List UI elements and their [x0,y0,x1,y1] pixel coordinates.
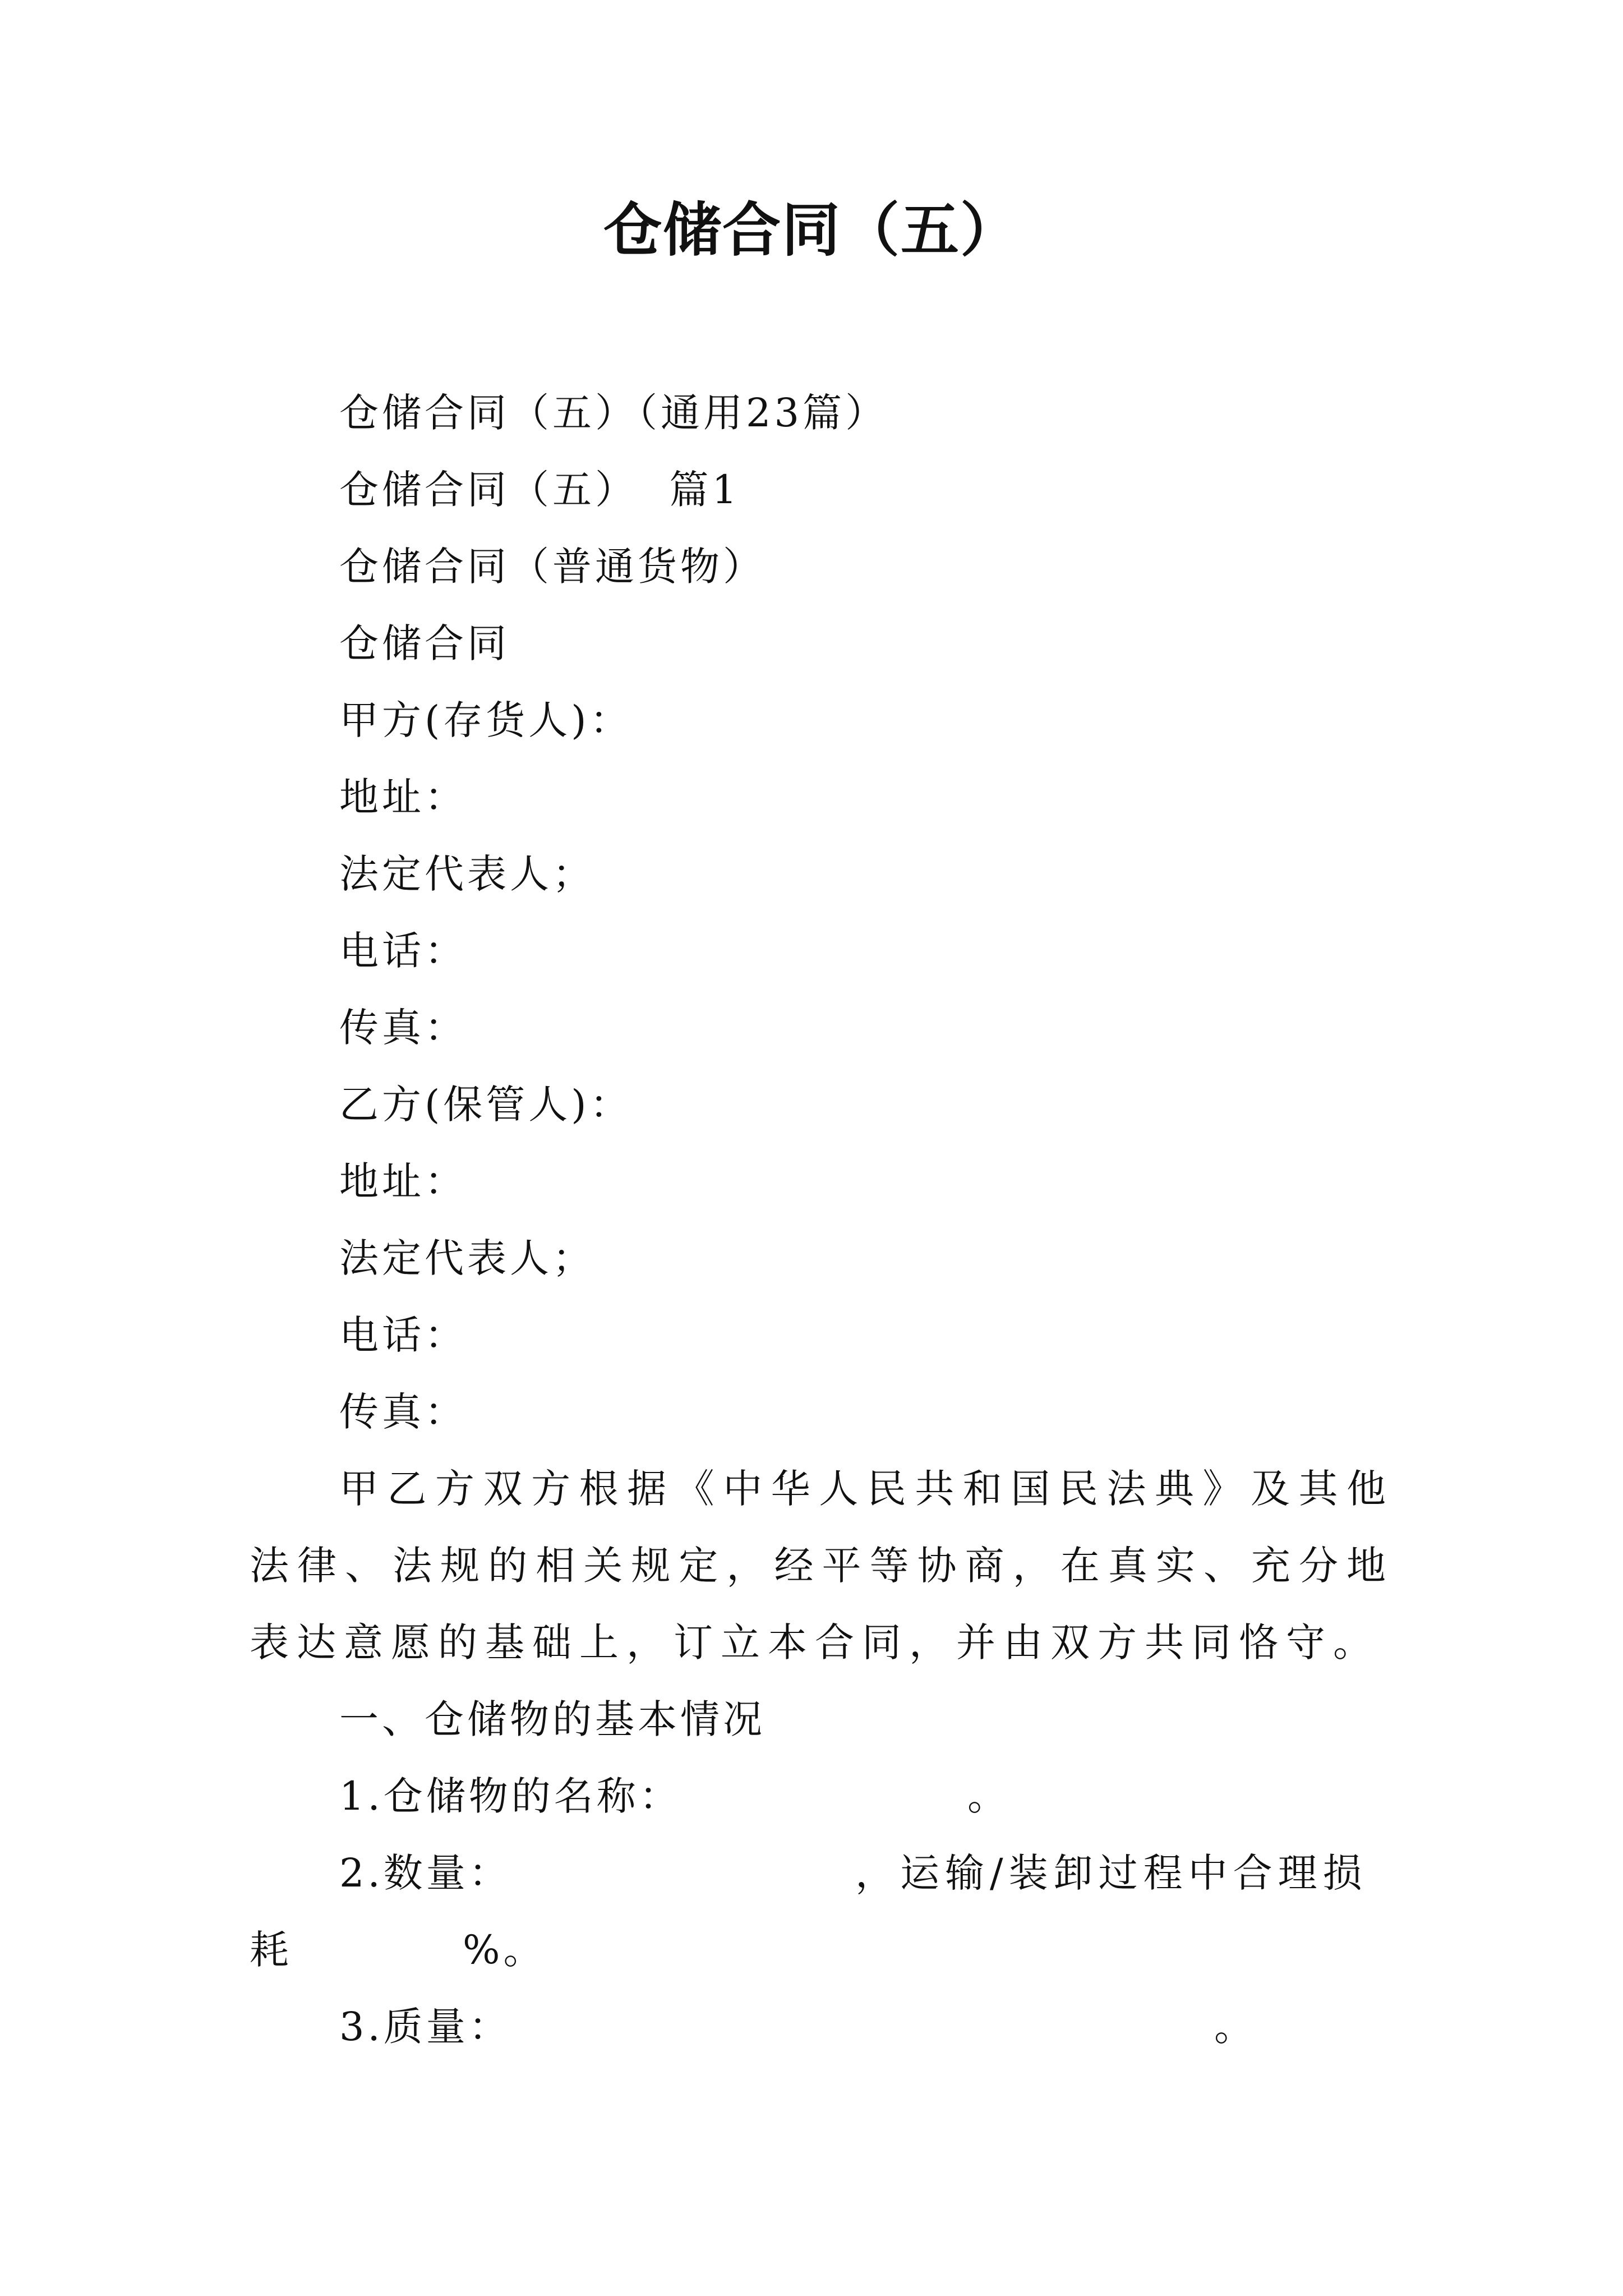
item-quality-end: 。 [1214,2004,1257,2050]
party-a-representative: 法定代表人； [339,851,595,897]
item-name-label: 1.仓储物的名称： [339,1773,682,1819]
item-quantity-loss-start: 耗 [250,1927,292,1973]
item-quantity-loss-end: %。 [463,1927,546,1973]
party-a-phone: 电话： [339,928,467,974]
party-b-fax: 传真： [339,1389,467,1435]
doc-line: 仓储合同（普通货物） [339,544,766,590]
item-quantity-line [250,1835,1394,1912]
preamble-paragraph: 甲乙方双方根据《中华人民共和国民法典》及其他法律、法规的相关规定，经平等协商，在真实、充分地表达意愿的基础上，订立本合同，并由双方共同恪守。 [250,1466,1394,1665]
item-quantity-loss-text: ，运输/装卸过程中合理损 [855,1850,1368,1896]
party-a-fax: 传真： [339,1005,467,1051]
item-quantity-continuation [250,1912,1394,1989]
item-name-line [250,1758,1394,1835]
doc-line: 仓储合同（五）（通用23篇） [339,390,888,436]
party-b-address: 地址： [339,1158,467,1204]
party-b-label: 乙方(保管人)： [339,1082,633,1128]
section-heading: 一、仓储物的基本情况 [339,1696,766,1742]
doc-line: 仓储合同（五） 篇1 [339,467,741,513]
doc-line: 仓储合同 [339,620,510,666]
document-body [250,375,1394,2065]
party-b-phone: 电话： [339,1312,467,1358]
party-b-representative: 法定代表人； [339,1235,595,1281]
item-quality-line [250,1989,1394,2065]
item-quality-label: 3.质量： [339,2004,511,2050]
party-a-address: 地址： [339,774,467,820]
document-title: 仓储合同（五） [603,196,1020,264]
item-name-end: 。 [967,1773,1010,1819]
item-quantity-label: 2.数量： [339,1850,511,1896]
party-a-label: 甲方(存货人)： [339,697,633,743]
